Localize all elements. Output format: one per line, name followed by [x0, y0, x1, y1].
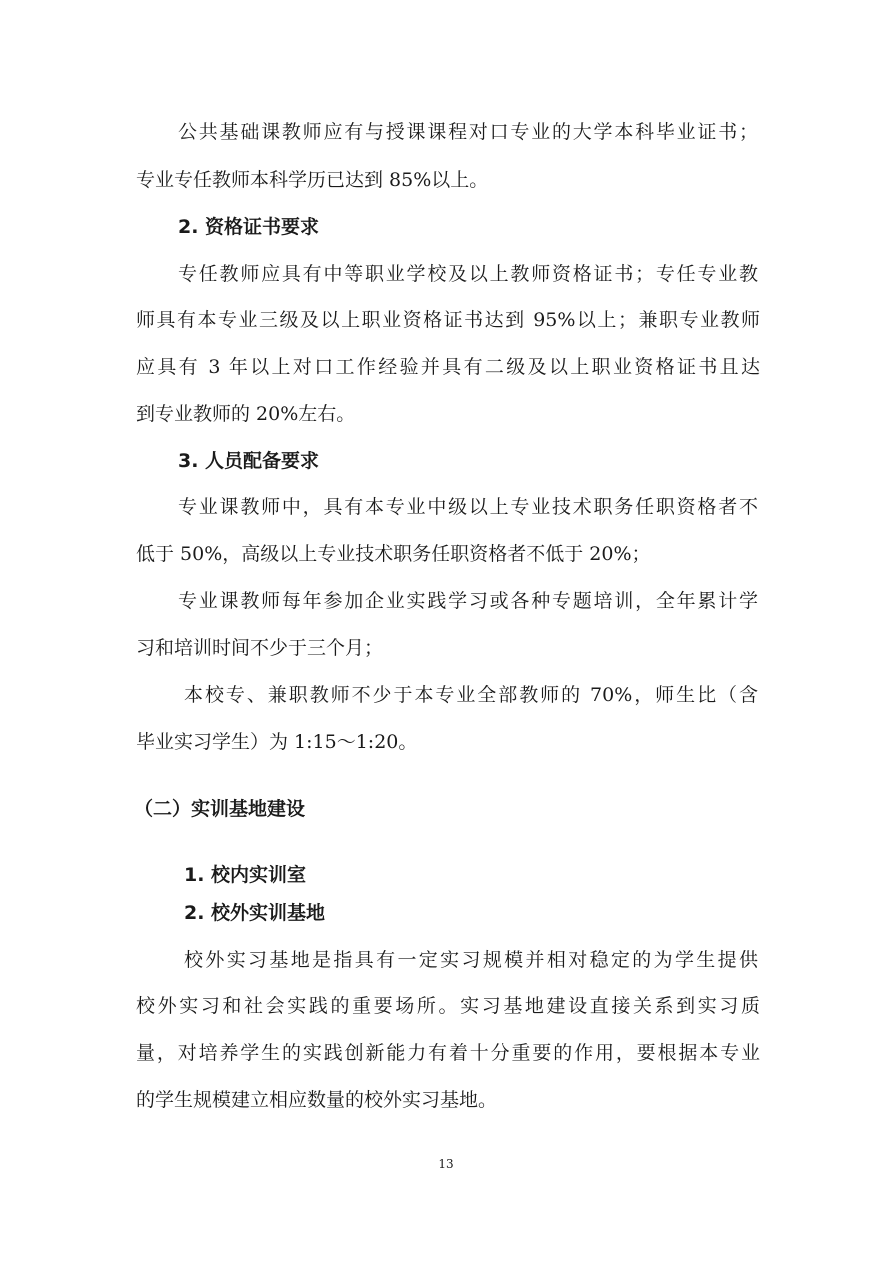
- paragraph-line: 校外实习和社会实践的重要场所。实习基地建设直接关系到实习质: [136, 995, 760, 1017]
- paragraph-line: 校外实习基地是指具有一定实习规模并相对稳定的为学生提供: [184, 949, 758, 971]
- section-heading: 3. 人员配备要求: [178, 450, 320, 472]
- page-number: 13: [438, 1157, 454, 1171]
- paragraph-line: 师具有本专业三级及以上职业资格证书达到 95%以上；兼职专业教师: [136, 309, 760, 331]
- paragraph-line: 到专业教师的 20%左右。: [136, 403, 356, 425]
- paragraph-line: 专业专任教师本科学历已达到 85%以上。: [136, 169, 489, 191]
- paragraph-line: 习和培训时间不少于三个月；: [136, 637, 384, 659]
- paragraph-line: 本校专、兼职教师不少于本专业全部教师的 70%，师生比（含: [184, 684, 758, 706]
- paragraph-line: 的学生规模建立相应数量的校外实习基地。: [136, 1089, 498, 1111]
- section-heading: 1. 校内实训室: [184, 864, 307, 886]
- paragraph-line: 专业课教师每年参加企业实践学习或各种专题培训，全年累计学: [178, 590, 758, 612]
- section-title: （二）实训基地建设: [134, 798, 306, 820]
- paragraph-line: 量，对培养学生的实践创新能力有着十分重要的作用，要根据本专业: [136, 1042, 760, 1064]
- paragraph-line: 应具有 3 年以上对口工作经验并具有二级及以上职业资格证书且达: [136, 356, 760, 378]
- paragraph-line: 公共基础课教师应有与授课课程对口专业的大学本科毕业证书；: [178, 121, 758, 143]
- section-heading: 2. 校外实训基地: [184, 902, 326, 924]
- paragraph-line: 毕业实习学生）为 1:15～1:20。: [136, 731, 418, 753]
- paragraph-line: 专业课教师中，具有本专业中级以上专业技术职务任职资格者不: [178, 496, 758, 518]
- paragraph-line: 专任教师应具有中等职业学校及以上教师资格证书；专任专业教: [178, 263, 758, 285]
- section-heading: 2. 资格证书要求: [178, 216, 320, 238]
- paragraph-line: 低于 50%，高级以上专业技术职务任职资格者不低于 20%；: [136, 543, 651, 565]
